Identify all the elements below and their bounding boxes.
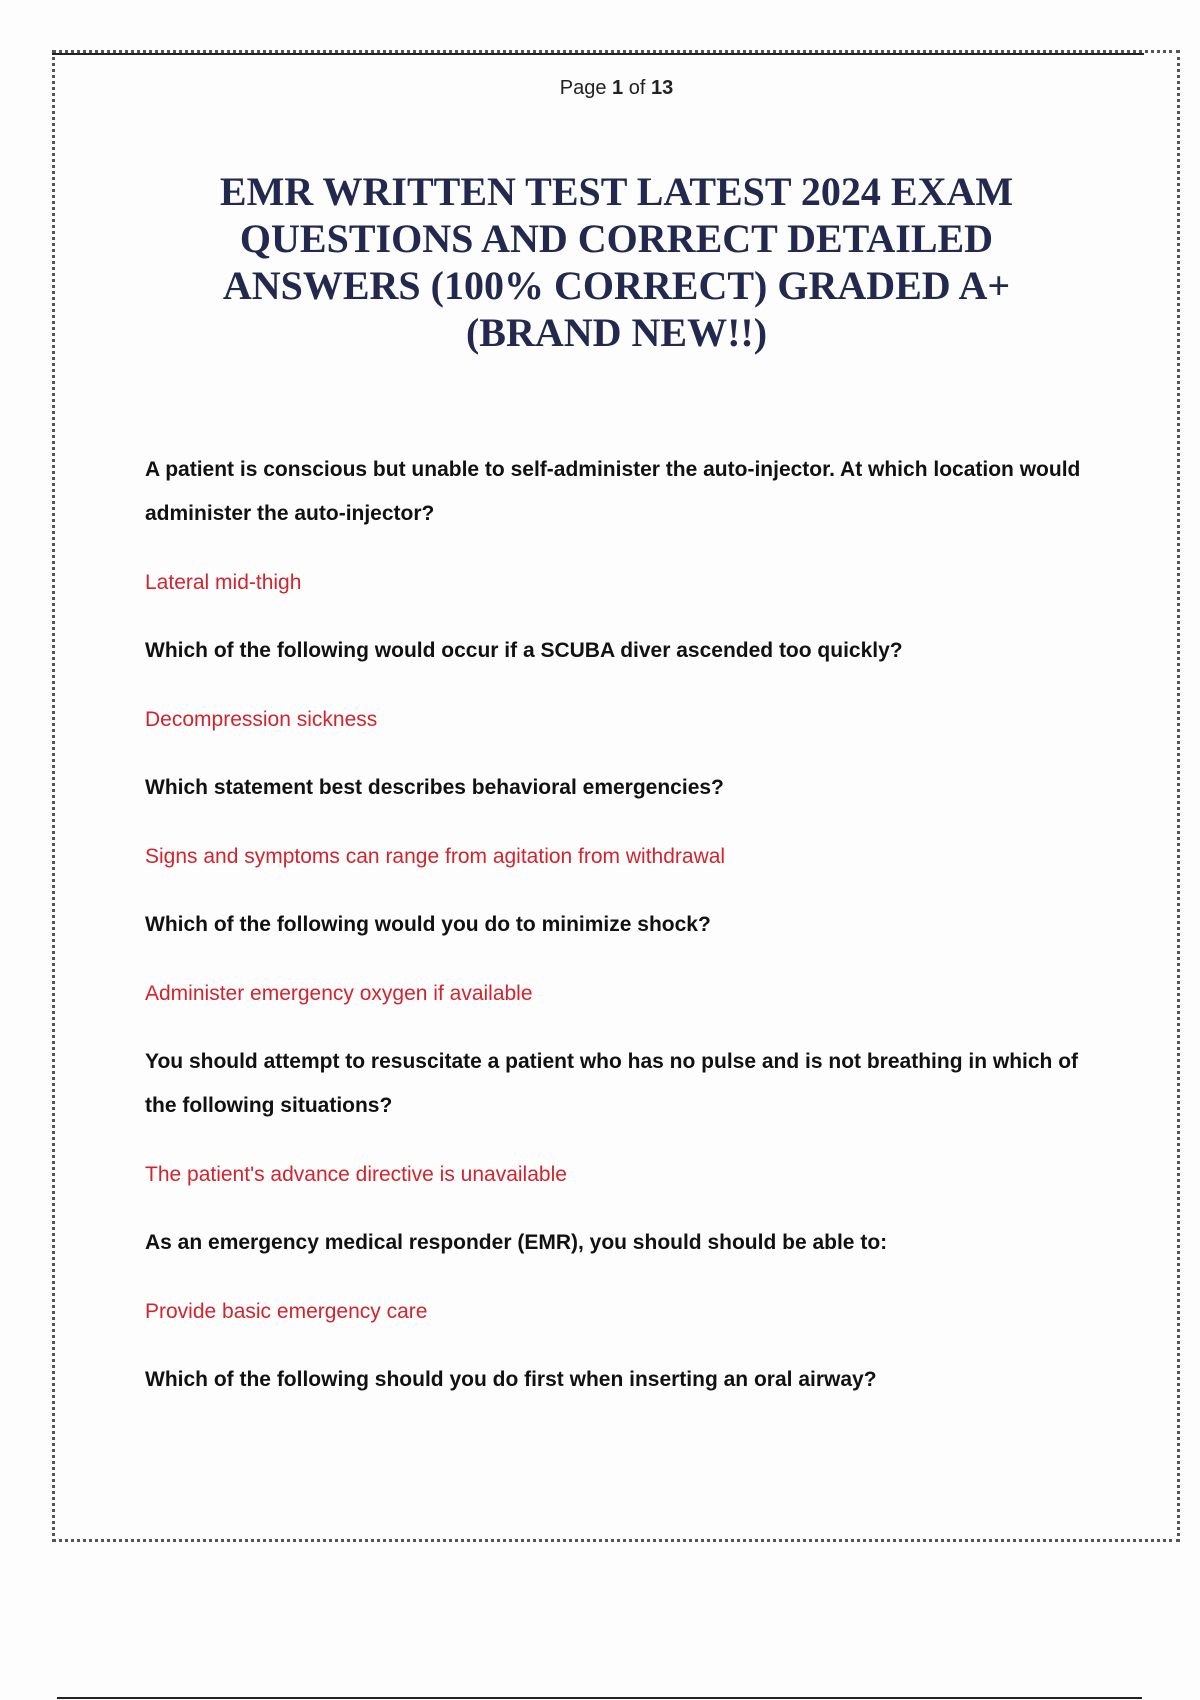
answer-6: Provide basic emergency care [145,1300,428,1323]
question-3: Which statement best describes behavioral emergencies? [145,776,724,799]
bottom-rule [57,1697,1142,1699]
page-number-mid: of [623,77,651,99]
question-5: You should attempt to resuscitate a patient who has no pulse and is not breathing in which of the following situations? [145,1050,1079,1117]
page-number-current: 1 [612,77,624,99]
page-number-total: 13 [650,77,674,99]
answer-4: Administer emergency oxygen if available [145,982,533,1005]
answer-5: The patient's advance directive is unavailable [145,1163,567,1186]
page-number-prefix: Page [559,77,613,99]
page-number [0,77,1200,100]
qa-list [145,448,1105,1402]
document-title: EMR WRITTEN TEST LATEST 2024 EXAM QUESTIONS AND CORRECT DETAILED ANSWERS (100% CORRECT) GRADED A+ (BRAND NEW!!) [219,169,1014,355]
question-1: A patient is conscious but unable to self-administer the auto-injector. At which location would administer the auto-injector? [145,458,1081,525]
question-4: Which of the following would you do to minimize shock? [145,913,711,936]
answer-2: Decompression sickness [145,708,378,731]
question-2: Which of the following would occur if a SCUBA diver ascended too quickly? [145,639,903,662]
answer-1: Lateral mid-thigh [145,571,302,594]
question-7: Which of the following should you do first when inserting an oral airway? [145,1368,877,1391]
answer-3: Signs and symptoms can range from agitation from withdrawal [145,845,726,868]
question-6: As an emergency medical responder (EMR), you should should be able to: [145,1231,888,1254]
